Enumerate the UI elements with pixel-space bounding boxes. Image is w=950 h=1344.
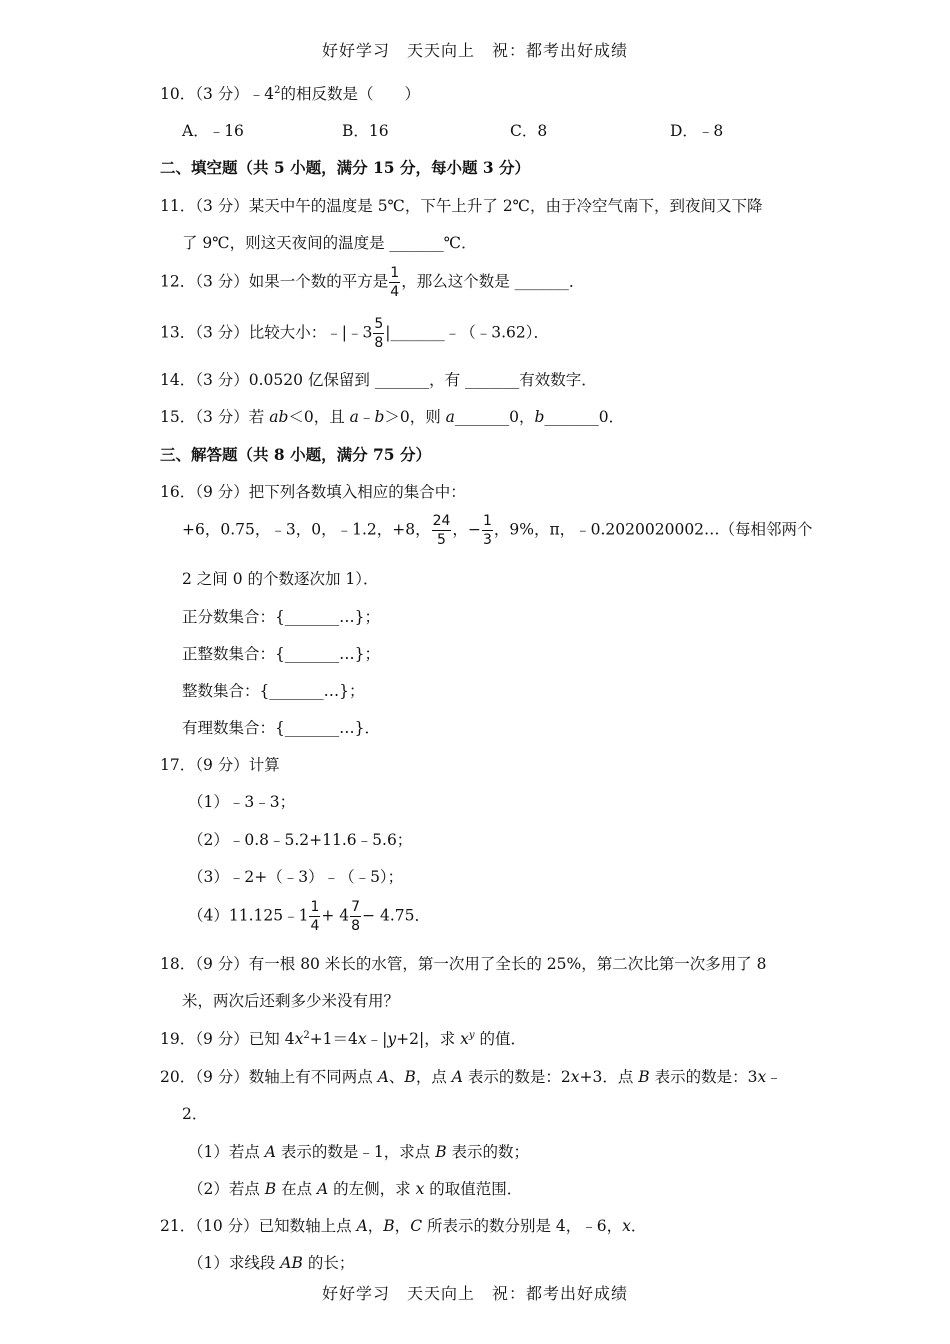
q13-numerator: 5 bbox=[374, 316, 384, 332]
q20-text: 表示的数是：2 bbox=[462, 1068, 571, 1086]
q20-text: +3．点 bbox=[579, 1068, 639, 1086]
q15-text: 15．（3 分）若 bbox=[160, 408, 270, 426]
question-19 bbox=[160, 1027, 526, 1049]
q17-p4-mid: + 4 bbox=[321, 906, 350, 925]
page-footer: 好好学习 天天向上 祝：都考出好成绩 bbox=[321, 1284, 628, 1303]
q21-text: ． bbox=[630, 1217, 647, 1235]
question-15 bbox=[160, 405, 624, 427]
question-11-line2: 了 9℃，则这天夜间的温度是 _______℃． bbox=[182, 234, 477, 252]
q15-text: ＞0，则 bbox=[384, 408, 446, 426]
q20-text: ﹣ bbox=[766, 1068, 782, 1086]
q15-text: ﹣ bbox=[358, 408, 375, 426]
q16-frac1-den: 5 bbox=[437, 532, 446, 548]
q19-text: ﹣| bbox=[366, 1030, 388, 1048]
question-11-line1: 11．（3 分）某天中午的温度是 5℃，下午上升了 2℃，由于冷空气南下，到夜间又下降 bbox=[160, 197, 763, 215]
q20-text: （1）若点 bbox=[188, 1143, 265, 1161]
q12-numerator: 1 bbox=[390, 265, 400, 281]
q19-text: 19．（9 分）已知 4 bbox=[160, 1030, 295, 1048]
q21-part-1 bbox=[188, 1251, 354, 1273]
q16-fraction-24-5 bbox=[432, 514, 452, 547]
q19-text: +1＝4 bbox=[309, 1030, 358, 1048]
q20-text: 的取值范围． bbox=[424, 1180, 523, 1198]
q21-point-b: B bbox=[383, 1217, 395, 1235]
q10-exponent: 2 bbox=[274, 84, 281, 96]
question-20-line1 bbox=[160, 1065, 782, 1087]
q16-numbers-start: +6，0.75，﹣3，0，﹣1.2，+8， bbox=[182, 520, 431, 539]
question-14: 14．（3 分）0.0520 亿保留到 _______，有 _______有效数字． bbox=[160, 371, 597, 389]
question-18-line1: 18．（9 分）有一根 80 米长的水管，第一次用了全长的 25%，第二次比第一次多用了 8 bbox=[160, 955, 767, 973]
question-18-line2: 米，两次后还剩多少米没有用？ bbox=[182, 992, 400, 1010]
q20-part-1 bbox=[188, 1140, 529, 1162]
q17-part-1: （1）﹣3﹣3； bbox=[188, 793, 296, 811]
q12-fraction bbox=[389, 266, 400, 299]
q16-set-integers: 整数集合：{_______…}； bbox=[182, 682, 365, 700]
q19-exponent-y: y bbox=[468, 1029, 475, 1041]
q19-var-x: x bbox=[357, 1030, 367, 1048]
q16-fraction-1-3 bbox=[482, 514, 493, 547]
q20-point-b: B bbox=[638, 1068, 650, 1086]
q19-text: 的值． bbox=[474, 1030, 526, 1048]
q17-frac1-num: 1 bbox=[310, 899, 320, 915]
q20-point-b: B bbox=[264, 1180, 277, 1198]
question-16-line2: 2 之间 0 的个数逐次加 1）． bbox=[182, 570, 379, 588]
question-10 bbox=[160, 82, 420, 104]
q20-text: ，点 bbox=[415, 1068, 452, 1086]
q10-stem: 10．（3 分）﹣4 bbox=[160, 85, 275, 103]
q21-point-a: A bbox=[356, 1217, 368, 1235]
q21-segment-ab: AB bbox=[280, 1254, 303, 1272]
question-20-line2: 2． bbox=[182, 1105, 208, 1123]
q16-numbers-end: ，9%，π，﹣0.2020020002…（每相邻两个 bbox=[493, 520, 813, 539]
q21-text: ， bbox=[367, 1217, 384, 1235]
question-17-stem: 17．（9 分）计算 bbox=[160, 756, 280, 774]
q20-var-x: x bbox=[570, 1068, 580, 1086]
q13-denominator: 8 bbox=[374, 335, 384, 351]
q20-text: 表示的数是﹣1，求点 bbox=[276, 1143, 436, 1161]
q20-point-a: A bbox=[317, 1180, 329, 1198]
q19-var-x: x bbox=[460, 1030, 469, 1048]
q12-stem-end: ，那么这个数是 _______． bbox=[401, 272, 585, 291]
q17-part-3: （3）﹣2+（﹣3）﹣（﹣5）； bbox=[188, 868, 404, 886]
question-16-numbers bbox=[182, 514, 813, 547]
q16-frac2-num: 1 bbox=[482, 513, 492, 529]
q16-comma: ， bbox=[452, 520, 468, 539]
page-header: 好好学习 天天向上 祝：都考出好成绩 bbox=[321, 41, 628, 60]
q13-stem-end: |_______﹣（﹣3.62）． bbox=[385, 323, 550, 342]
q10-option-a: A．﹣16 bbox=[182, 122, 244, 140]
q15-text: ＜0，且 bbox=[288, 408, 350, 426]
q17-p4-start: （4）11.125﹣1 bbox=[188, 906, 309, 925]
q16-frac2-den: 3 bbox=[482, 532, 492, 548]
question-21 bbox=[160, 1214, 646, 1236]
q17-p4-end: − 4.75． bbox=[362, 906, 431, 925]
q21-text: 所表示的数分别是 4，﹣6， bbox=[422, 1217, 623, 1235]
q20-text: （2）若点 bbox=[188, 1180, 265, 1198]
q17-fraction-7-8 bbox=[350, 900, 361, 933]
q17-part-2: （2）﹣0.8﹣5.2+11.6﹣5.6； bbox=[188, 831, 413, 849]
q15-var-a: a bbox=[445, 408, 455, 426]
q21-var-x: x bbox=[622, 1217, 631, 1235]
q20-point-a: A bbox=[264, 1143, 276, 1161]
section-2-heading: 二、填空题（共 5 小题，满分 15 分，每小题 3 分） bbox=[160, 158, 531, 177]
section-3-heading: 三、解答题（共 8 小题，满分 75 分） bbox=[160, 445, 431, 464]
q16-set-positive-fractions: 正分数集合：{_______…}； bbox=[182, 608, 380, 626]
q19-var-y: y bbox=[387, 1030, 397, 1048]
q10-option-d: D．﹣8 bbox=[670, 122, 724, 140]
q21-text: （1）求线段 bbox=[188, 1254, 281, 1272]
q10-option-c: C．8 bbox=[510, 122, 548, 140]
q21-point-c: C bbox=[410, 1217, 423, 1235]
q16-set-rationals: 有理数集合：{_______…}． bbox=[182, 719, 380, 737]
question-16-stem: 16．（9 分）把下列各数填入相应的集合中： bbox=[160, 483, 466, 501]
q20-point-a: A bbox=[451, 1068, 463, 1086]
q21-text: 21．（10 分）已知数轴上点 bbox=[160, 1217, 357, 1235]
q15-text: _______0， bbox=[454, 408, 535, 426]
q17-part-4 bbox=[188, 900, 430, 933]
q16-frac1-num: 24 bbox=[432, 513, 451, 529]
q20-part-2 bbox=[188, 1177, 522, 1199]
q20-var-x: x bbox=[757, 1068, 767, 1086]
q20-var-x: x bbox=[415, 1180, 425, 1198]
q15-var-b: b bbox=[374, 408, 385, 426]
q17-frac1-den: 4 bbox=[310, 918, 320, 934]
q13-fraction bbox=[373, 317, 384, 350]
q20-text: 表示的数是：3 bbox=[649, 1068, 758, 1086]
question-12 bbox=[160, 266, 584, 299]
q15-var-ab: ab bbox=[269, 408, 289, 426]
q20-text: 20．（9 分）数轴上有不同两点 bbox=[160, 1068, 378, 1086]
q21-text: 的长； bbox=[302, 1254, 355, 1272]
q12-stem: 12．（3 分）如果一个数的平方是 bbox=[160, 272, 389, 291]
q20-text: 表示的数； bbox=[446, 1143, 530, 1161]
question-13 bbox=[160, 317, 549, 350]
q19-exponent: 2 bbox=[303, 1029, 310, 1041]
q17-fraction-1-4 bbox=[309, 900, 320, 933]
q16-minus-sign: − bbox=[467, 520, 481, 539]
q10-stem-end: 的相反数是（ ） bbox=[280, 85, 421, 103]
q20-text: 在点 bbox=[276, 1180, 318, 1198]
q17-frac2-num: 7 bbox=[351, 899, 361, 915]
q21-text: ， bbox=[394, 1217, 411, 1235]
q15-var-b: b bbox=[534, 408, 545, 426]
q20-text: 、 bbox=[388, 1068, 405, 1086]
q19-var-x: x bbox=[294, 1030, 304, 1048]
q10-option-b: B．16 bbox=[342, 122, 389, 140]
q12-denominator: 4 bbox=[390, 284, 400, 300]
q20-text: 的左侧，求 bbox=[328, 1180, 416, 1198]
q20-point-b: B bbox=[435, 1143, 447, 1161]
q19-text: +2|，求 bbox=[396, 1030, 461, 1048]
q16-set-positive-integers: 正整数集合：{_______…}； bbox=[182, 645, 380, 663]
q20-point-a: A bbox=[377, 1068, 389, 1086]
q20-point-b: B bbox=[404, 1068, 416, 1086]
q17-frac2-den: 8 bbox=[351, 918, 361, 934]
q15-text: _______0． bbox=[544, 408, 625, 426]
q13-stem: 13．（3 分）比较大小：﹣|﹣3 bbox=[160, 323, 373, 342]
q15-var-a: a bbox=[349, 408, 359, 426]
